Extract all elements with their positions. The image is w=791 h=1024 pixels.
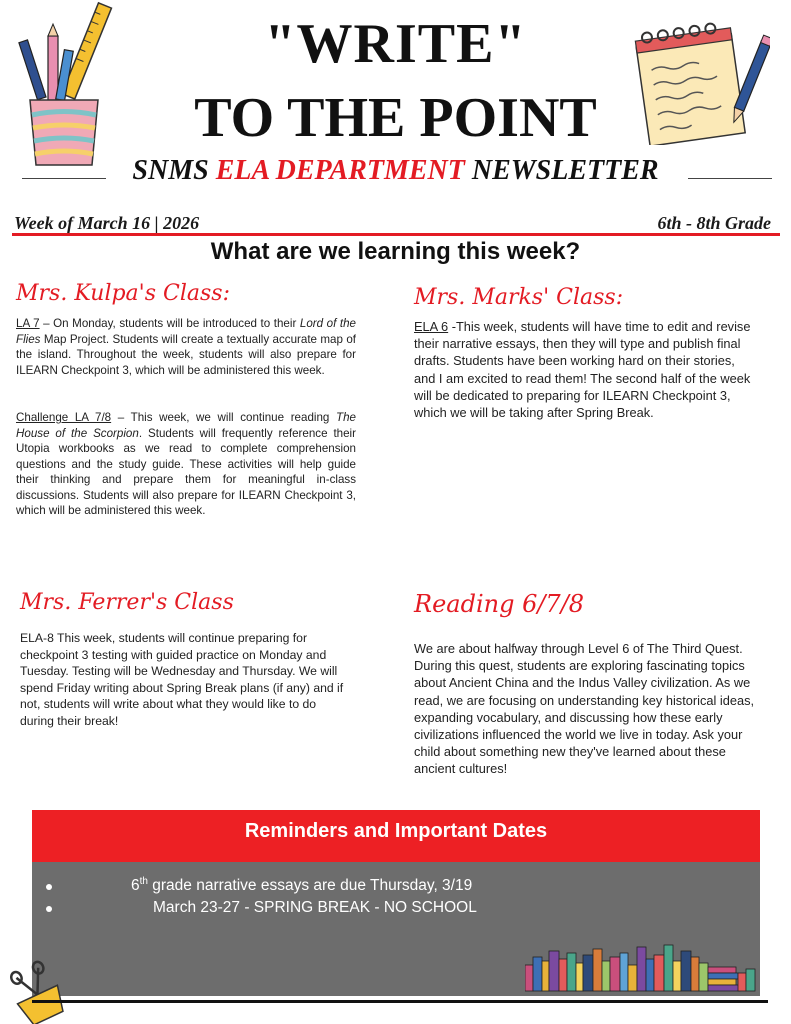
week-label: Week of March 16 | 2026	[14, 213, 200, 233]
footer-rule	[32, 1000, 768, 1003]
marks-text: -This week, students will have time to edit and revise their narrative essays, then they will type and publish final drafts. Students have been working hard on their stories, and I am excited to read them! The second half of the week will be dedicated to preparing for ILEARN Checkpoint 3, which we will be taking after Spring Break.	[414, 319, 751, 421]
reading-paragraph	[414, 640, 764, 778]
marks-paragraph	[414, 318, 754, 421]
kulpa-paragraph-1	[16, 316, 356, 378]
reminder-item-1	[131, 876, 472, 895]
subtitle-suffix: NEWSLETTER	[464, 155, 659, 186]
kulpa-heading: Mrs. Kulpa's Class:	[16, 281, 230, 306]
header-rule	[12, 233, 780, 236]
ferrer-paragraph	[20, 630, 350, 730]
ferrer-heading: Mrs. Ferrer's Class	[20, 590, 234, 615]
binder-clip-icon	[10, 960, 70, 1024]
bullet-2	[46, 906, 52, 912]
kulpa-paragraph-2	[16, 410, 356, 519]
reading-heading: Reading 6/7/8	[414, 590, 585, 618]
kulpa-p2-label: Challenge LA 7/8	[16, 411, 112, 424]
bullet-1	[46, 884, 52, 890]
reminder-item-1-sup: th	[139, 876, 148, 887]
kulpa-p1-label: LA 7	[16, 317, 40, 330]
newsletter-title-line2: TO THE POINT	[194, 87, 597, 149]
kulpa-p1-b: Map Project. Students will create a textually accurate map of the island. Throughout the week, students will also prepare for ILEARN Checkpoint 3, which will be administered this week.	[16, 332, 356, 377]
reminder-item-1-num: 6	[131, 877, 140, 895]
ferrer-text: ELA-8 This week, students will continue preparing for checkpoint 3 testing with guided practice on Monday and Tuesday. Testing will be Wednesday and Thursday. We will spend Friday writing about Spring Break plans (if any) and if not, students will write about what they would like to do during their break!	[20, 631, 344, 728]
reminder-item-1-rest: grade narrative essays are due Thursday, 3/19	[147, 877, 473, 895]
grade-label: 6th - 8th Grade	[657, 213, 771, 233]
reminders-heading: Reminders and Important Dates	[32, 810, 760, 862]
kulpa-p1-book: Lord of the Flies	[16, 317, 357, 346]
marks-heading: Mrs. Marks' Class:	[414, 285, 624, 310]
learning-heading: What are we learning this week?	[210, 238, 581, 265]
subtitle-highlight: ELA DEPARTMENT	[215, 155, 465, 186]
newsletter-title-line1: "WRITE"	[264, 13, 527, 75]
marks-label: ELA 6	[414, 319, 449, 334]
subtitle-prefix: SNMS	[132, 155, 216, 186]
reading-text: We are about halfway through Level 6 of The Third Quest. During this quest, students are exploring fascinating topics about Ancient China and the Indus Valley civilization. As we read, we are focusing on understanding key historical ideas, expanding vocabulary, and discussing how these early civilizations influenced the world we live in today. Ask your child about something new they've learned about these ancient cultures!	[414, 641, 755, 777]
kulpa-p2-a: – This week, we will continue reading	[111, 411, 337, 424]
kulpa-p1-a: – On Monday, students will be introduced to their	[39, 317, 300, 330]
reminder-item-2: March 23-27 - SPRING BREAK - NO SCHOOL	[153, 899, 477, 916]
newsletter-subtitle	[0, 155, 791, 187]
kulpa-p2-book: The House of the Scorpion	[16, 411, 356, 440]
kulpa-p2-b: . Students will frequently reference their Utopia workbooks as we read to complete comprehension questions and the study guide. These activities will help guide their thinking and prepare them for meaningful in-class discussions. Students will also prepare for ILEARN Checkpoint 3, which will be administered this week.	[16, 426, 356, 517]
books-icon	[525, 943, 760, 993]
